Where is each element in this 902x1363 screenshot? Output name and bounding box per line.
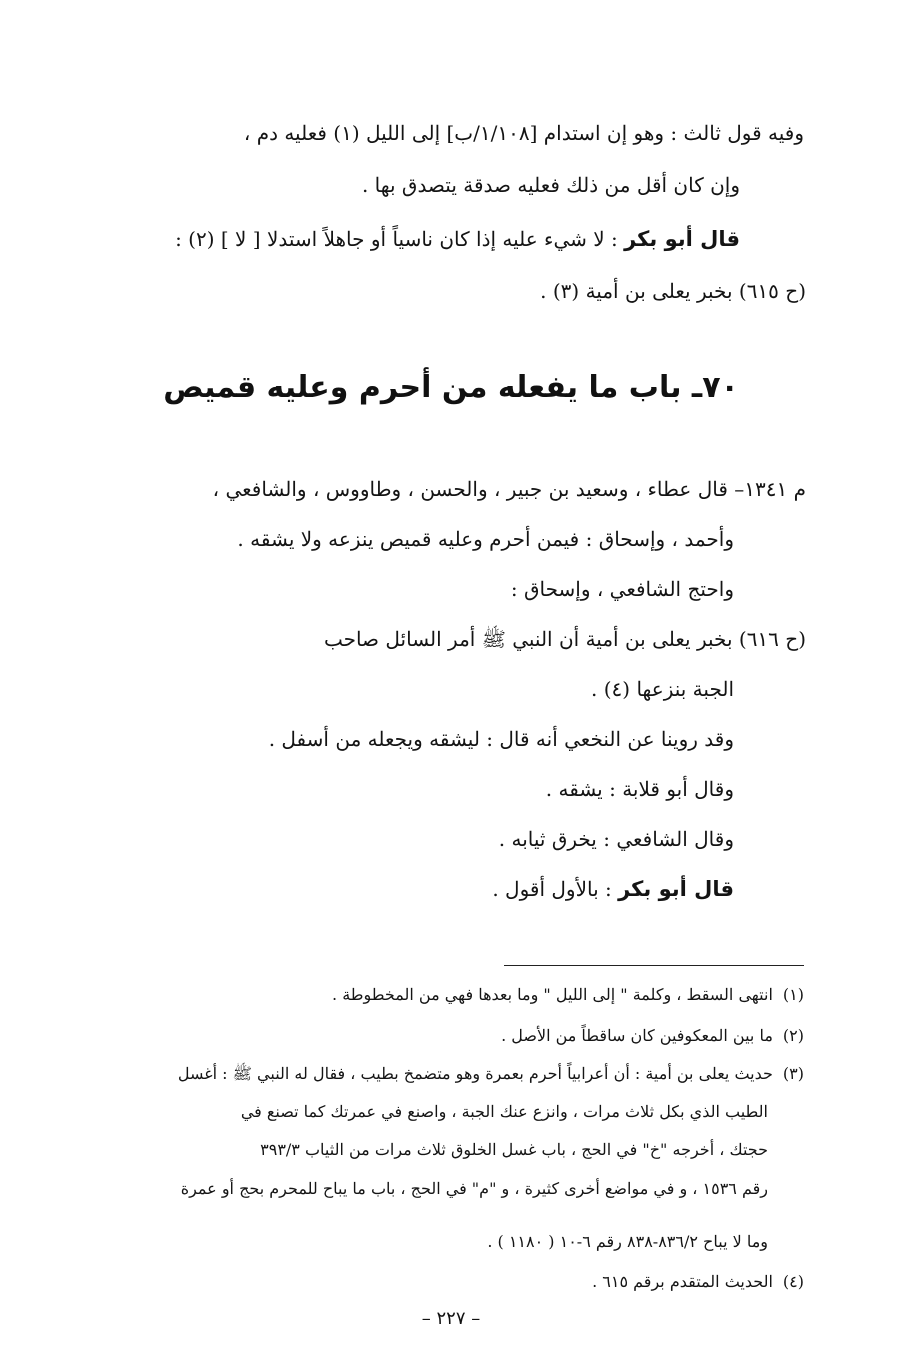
body-line-4: (ح ٦١٥) بخبر يعلى بن أمية (٣) . — [540, 279, 806, 303]
speaker-label-2: قال أبو بكر — [618, 877, 734, 901]
section-line-6: وقد روينا عن النخعي أنه قال : ليشقه ويجعله من أسفل . — [268, 727, 734, 751]
footnote-1-number: (١) — [782, 985, 804, 1004]
footnote-3-line-b: الطيب الذي بكل ثلاث مرات ، وانزع عنك الجبة ، واصنع في عمرتك كما تصنع في — [240, 1102, 768, 1121]
footnote-3-line-d: رقم ١٥٣٦ ، و في مواضع أخرى كثيرة ، و "م" في الحج ، باب ما يباح للمحرم بحج أو عمرة — [180, 1179, 768, 1198]
footnote-2-number: (٢) — [782, 1026, 804, 1045]
body-line-2: وإن كان أقل من ذلك فعليه صدقة يتصدق بها . — [361, 173, 740, 197]
footnote-3-line-c: حجتك ، أخرجه "خ" في الحج ، باب غسل الخلوق ثلاث مرات من الثياب ٣٩٣/٣ — [260, 1140, 768, 1159]
body-line-3-text: : لا شيء عليه إذا كان ناسياً أو جاهلاً استدلا [ لا ] (٢) : — [175, 227, 618, 251]
footnote-4 — [592, 1270, 804, 1294]
page-number: – ٢٢٧ – — [421, 1308, 481, 1329]
section-line-2: وأحمد ، وإسحاق : فيمن أحرم وعليه قميص ينزعه ولا يشقه . — [237, 527, 734, 551]
section-line-5: الجبة بنزعها (٤) . — [591, 677, 734, 701]
footnote-1 — [332, 983, 804, 1007]
footnote-4-text: الحديث المتقدم برقم ٦١٥ . — [592, 1272, 773, 1291]
section-line-4: (ح ٦١٦) بخبر يعلى بن أمية أن النبي ﷺ أمر السائل صاحب — [323, 627, 806, 651]
section-line-8: وقال الشافعي : يخرق ثيابه . — [498, 827, 734, 851]
section-line-9 — [492, 874, 734, 904]
footnote-4-number: (٤) — [782, 1272, 804, 1291]
body-line-1: وفيه قول ثالث : وهو إن استدام [١/١٠٨/ب] إلى الليل (١) فعليه دم ، — [243, 121, 804, 145]
chapter-heading: ٧٠ـ باب ما يفعله من أحرم وعليه قميص — [163, 370, 739, 405]
section-line-3: واحتج الشافعي ، وإسحاق : — [510, 577, 734, 601]
section-line-9-text: : بالأول أقول . — [492, 877, 612, 901]
footnote-1-text: انتهى السقط ، وكلمة " إلى الليل " وما بعدها فهي من المخطوطة . — [332, 985, 773, 1004]
footnote-3 — [178, 1062, 804, 1086]
speaker-label: قال أبو بكر — [624, 227, 740, 251]
body-line-3 — [175, 224, 740, 254]
footnote-separator — [504, 965, 804, 966]
footnote-3-line-e: وما لا يباح ٨٣٦/٢-٨٣٨ رقم ٦-١٠ ( ١١٨٠ ) . — [487, 1232, 768, 1251]
section-line-7: وقال أبو قلابة : يشقه . — [545, 777, 734, 801]
footnote-3-number: (٣) — [782, 1064, 804, 1083]
footnote-2-text: ما بين المعكوفين كان ساقطاً من الأصل . — [501, 1026, 773, 1045]
section-line-1: م ١٣٤١– قال عطاء ، وسعيد بن جبير ، والحسن ، وطاووس ، والشافعي ، — [212, 477, 806, 501]
footnote-3-text-a: حديث يعلى بن أمية : أن أعرابياً أحرم بعمرة وهو متضمخ بطيب ، فقال له النبي ﷺ : أغسل — [177, 1064, 773, 1083]
footnote-2 — [501, 1024, 804, 1048]
